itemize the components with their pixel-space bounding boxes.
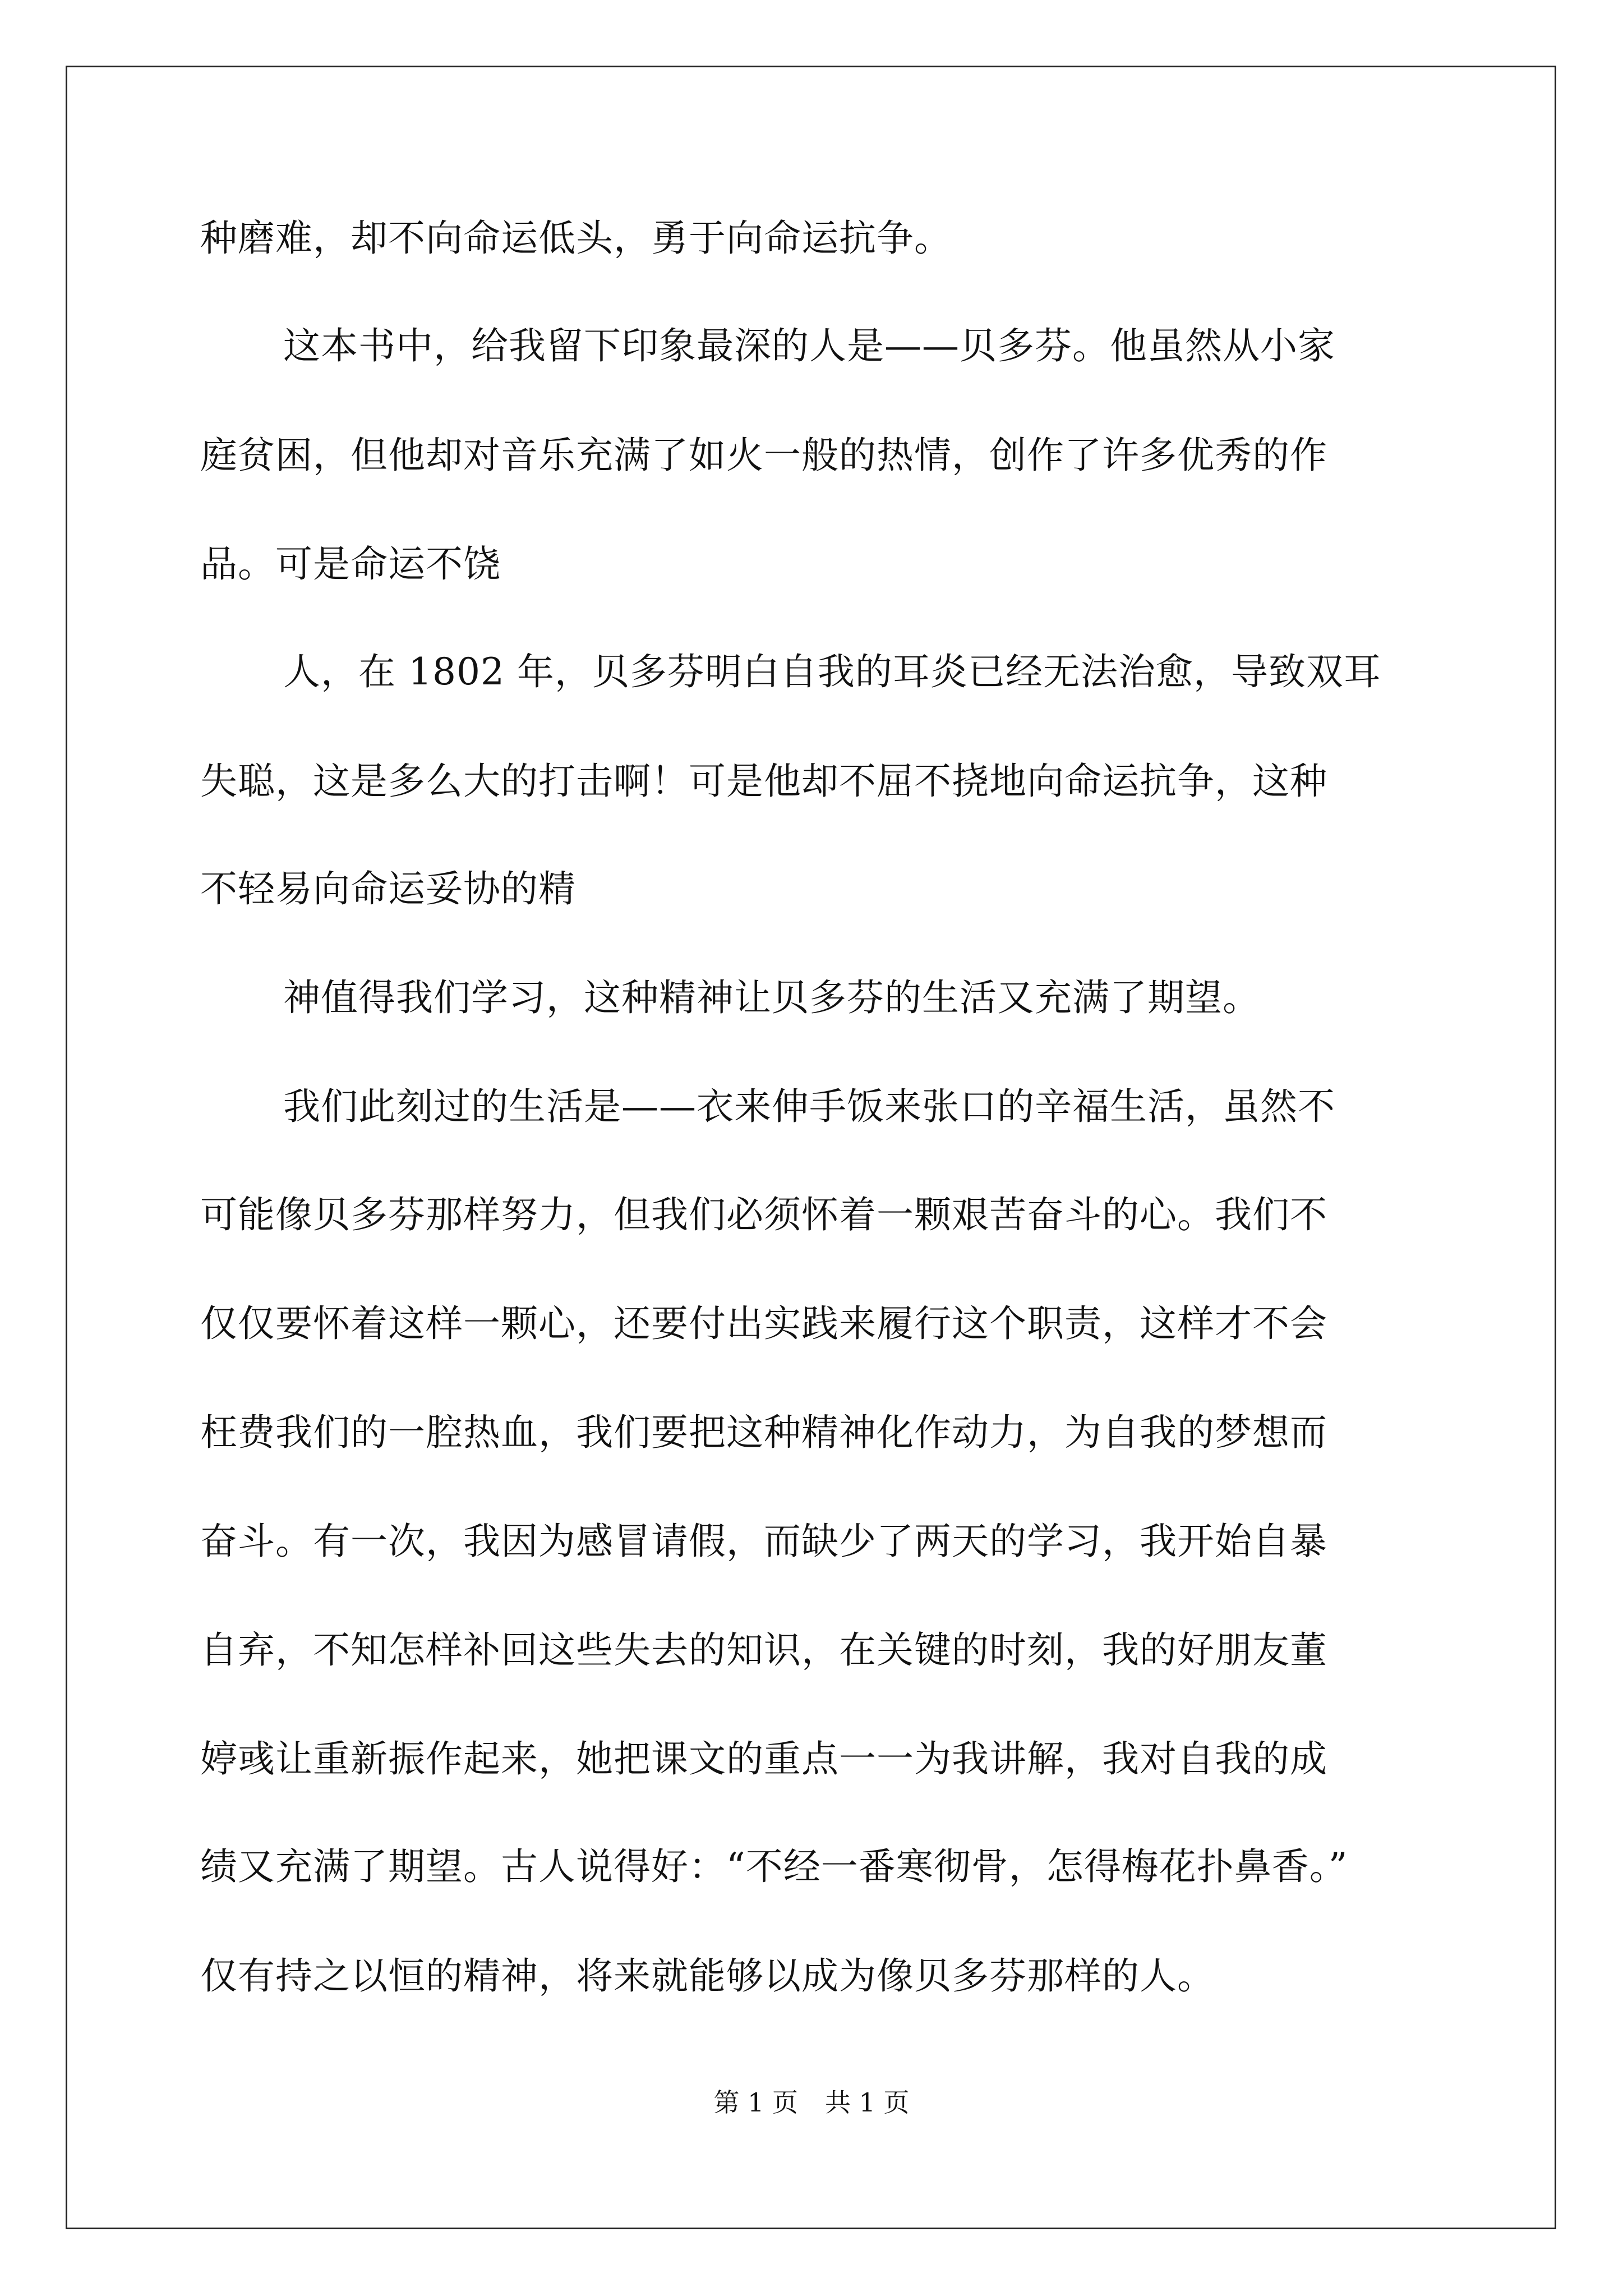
text-line-6: 失聪，这是多么大的打击啊！可是他却不屈不挠地向命运抗争，这种 <box>200 760 1327 803</box>
text-line-2: 这本书中，给我留下印象最深的人是——贝多芬。他虽然从小家 <box>283 324 1335 367</box>
text-line-12: 枉费我们的一腔热血，我们要把这种精神化作动力，为自我的梦想而 <box>200 1411 1327 1454</box>
text-line-17: 仅有持之以恒的精神，将来就能够以成为像贝多芬那样的人。 <box>200 1954 1215 1998</box>
text-line-10: 可能像贝多芬那样努力，但我们必须怀着一颗艰苦奋斗的心。我们不 <box>200 1193 1327 1236</box>
page-number: 第 1 页 <box>713 2087 798 2118</box>
text-line-7: 不轻易向命运妥协的精 <box>200 867 576 910</box>
text-line-11: 仅仅要怀着这样一颗心，还要付出实践来履行这个职责，这样才不会 <box>200 1302 1327 1345</box>
text-line-3: 庭贫困，但他却对音乐充满了如火一般的热情，创作了许多优秀的作 <box>200 434 1327 477</box>
text-line-13: 奋斗。有一次，我因为感冒请假，而缺少了两天的学习，我开始自暴 <box>200 1520 1327 1563</box>
text-line-15: 婷彧让重新振作起来，她把课文的重点一一为我讲解，我对自我的成 <box>200 1737 1327 1780</box>
text-line-8: 神值得我们学习，这种精神让贝多芬的生活又充满了期望。 <box>283 976 1260 1019</box>
page-total: 共 1 页 <box>825 2087 910 2118</box>
text-line-9: 我们此刻过的生活是——衣来伸手饭来张口的辛福生活，虽然不 <box>283 1085 1335 1128</box>
page-footer <box>0 2086 1623 2119</box>
text-line-5: 人，在 1802 年，贝多芬明白自我的耳炎已经无法治愈，导致双耳 <box>283 650 1381 693</box>
text-line-4: 品。可是命运不饶 <box>200 542 501 586</box>
text-line-14: 自弃，不知怎样补回这些失去的知识，在关键的时刻，我的好朋友董 <box>200 1628 1327 1672</box>
page-border <box>66 66 1556 2229</box>
text-line-16: 绩又充满了期望。古人说得好：“不经一番寒彻骨，怎得梅花扑鼻香。” <box>200 1845 1348 1888</box>
text-line-1: 种磨难，却不向命运低头，勇于向命运抗争。 <box>200 217 952 260</box>
